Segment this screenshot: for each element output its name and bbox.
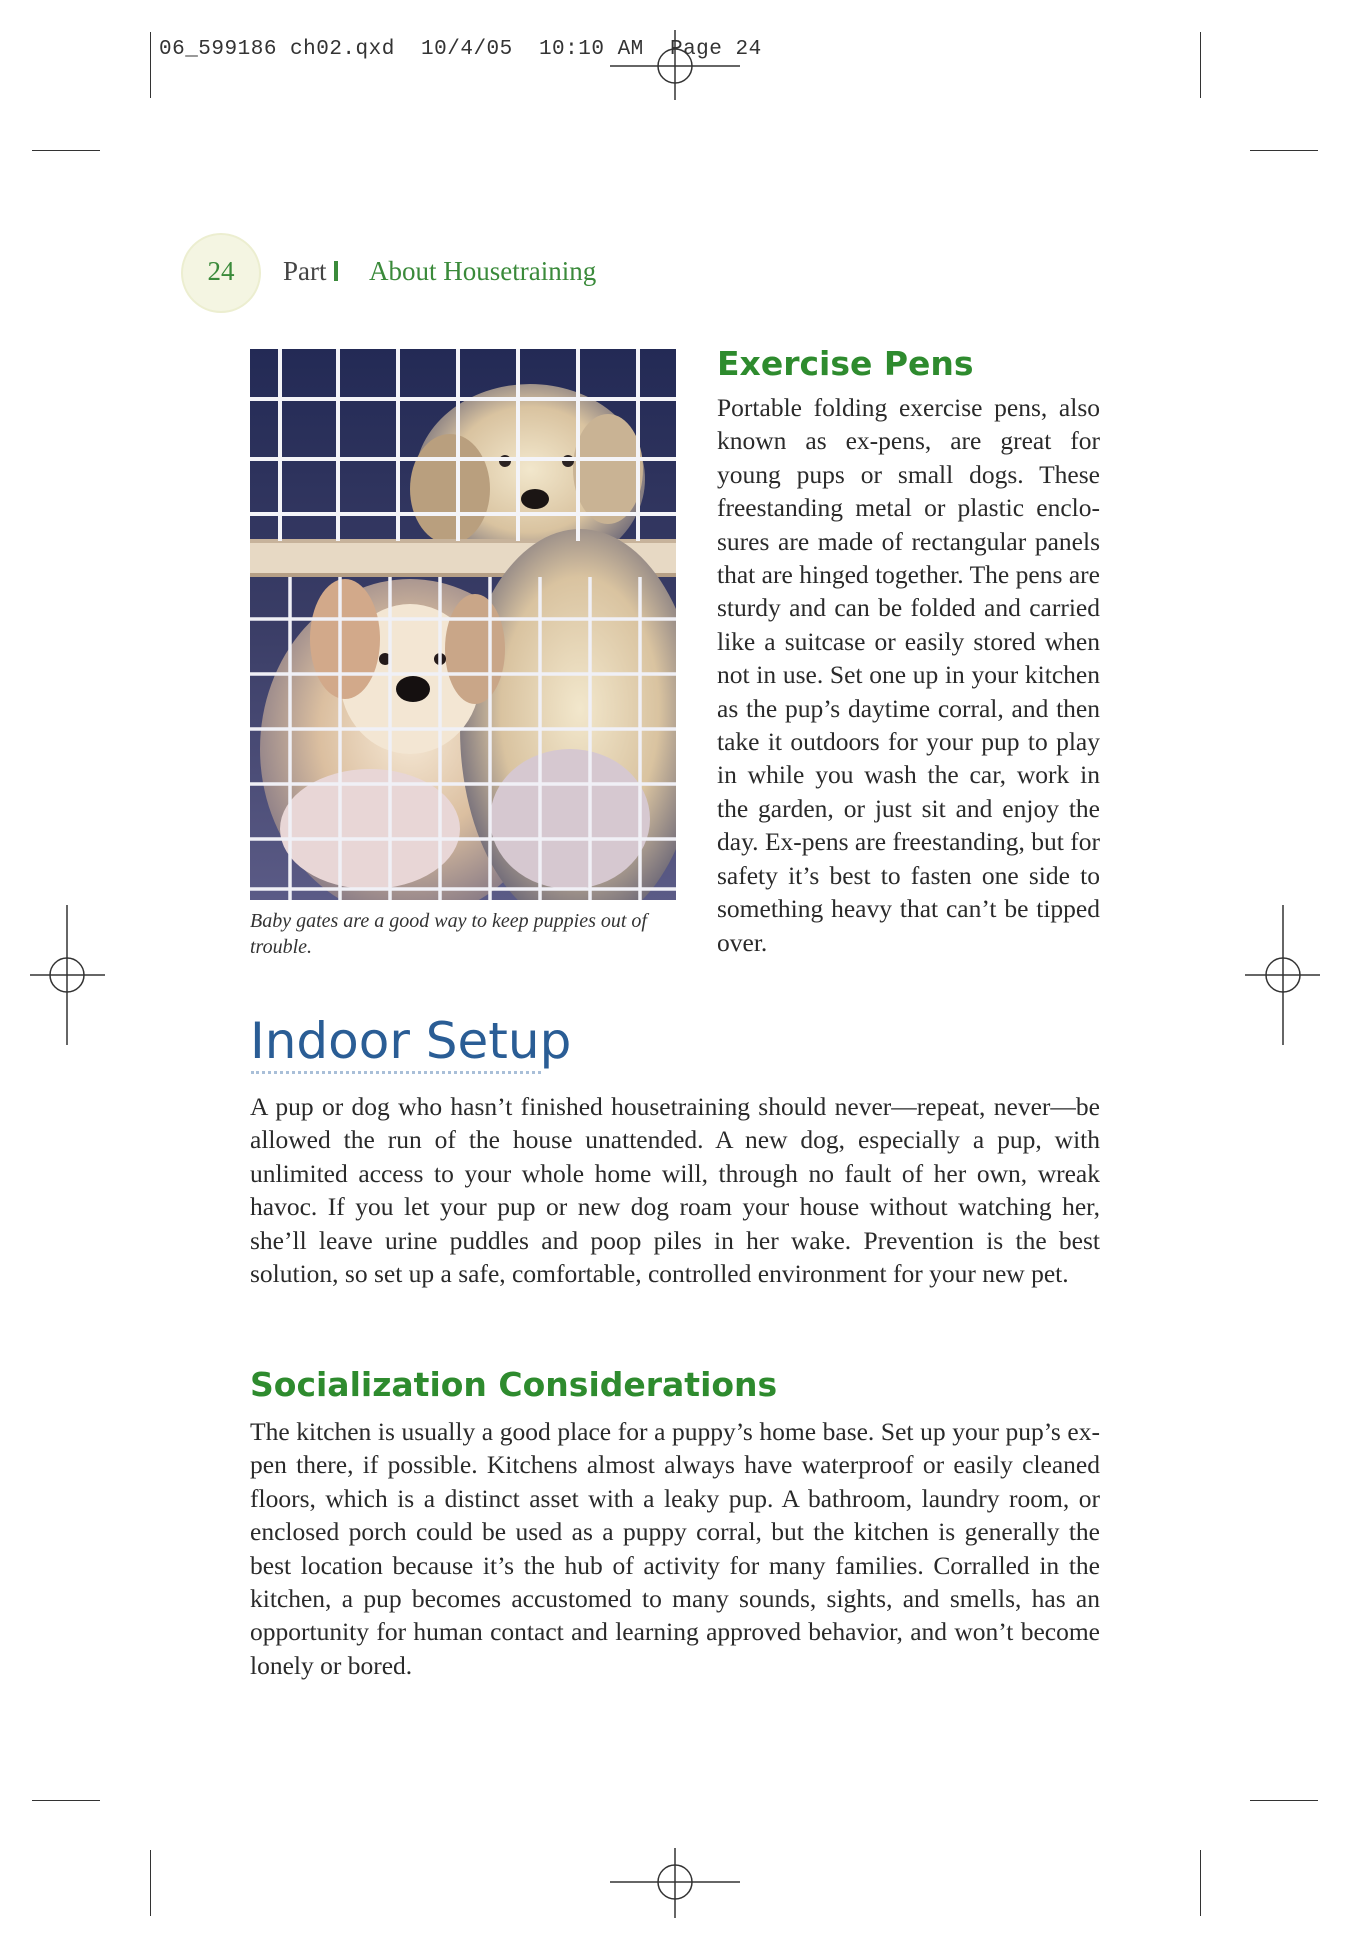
crop-mark [1250, 150, 1318, 151]
page-number: 24 [207, 256, 235, 286]
figure-caption: Baby gates are a good way to keep puppies out of trouble. [250, 910, 647, 958]
puppies-photo [250, 349, 676, 900]
socialization-body: The kitchen is usually a good place for a puppy’s home base. Set up your pup’s ex-pen there, if possible. Kitchens almost always have waterproof or easily cleaned floors, which is a distinct asset with a leaky pup. A bathroom, laundry room, or enclosed porch could be used as a puppy corral, but the kitchen is generally the best location because it’s the hub of activity for many families. Corralled in the kitchen, a pup becomes accustomed to many sounds, sights, and smells, has an opportunity for human contact and learning approved behavior, and won’t become lonely or bored. [250, 1417, 1100, 1680]
registration-mark-bottom [605, 1848, 745, 1918]
crop-mark [32, 1800, 100, 1801]
indoor-setup-heading: Indoor Setup [250, 1012, 572, 1070]
printer-slug: 06_599186 ch02.qxd 10/4/05 10:10 AM Page 24 [159, 38, 762, 61]
crop-mark [1200, 1850, 1201, 1916]
registration-mark-right [1245, 905, 1320, 1045]
crop-mark [32, 150, 100, 151]
part-label: Part [283, 256, 327, 286]
exercise-pens-heading: Exercise Pens [717, 344, 974, 383]
indoor-setup-body: A pup or dog who hasn’t finished housetraining should never—repeat, never—be allowed the run of the house unattended. A new dog, especially a pup, with unlimited access to your whole home will, through no fault of her own, wreak havoc. If you let your pup or new dog roam your house without watching her, she’ll leave urine puddles and poop piles in her wake. Prevention is the best solution, so set up a safe, comfortable, controlled environment for your new pet. [250, 1092, 1100, 1289]
exercise-pens-body: Portable folding exercise pens, also known as ex-pens, are great for young pups or small dogs. These freestanding metal or plastic enclosures are made of rectangular panels that are hinged together. The pens are sturdy and can be folded and carried like a suitcase or easily stored when not in use. Set one up in your kitchen as the pup’s daytime corral, and then take it outdoors for your pup to play in while you wash the car, work in the garden, or just sit and enjoy the day. Ex-pens are freestanding, but for safety it’s best to fasten one side to something heavy that can’t be tipped over. [717, 393, 1100, 957]
registration-mark-left [30, 905, 105, 1045]
chapter-title: About Housetraining [369, 256, 597, 286]
crop-mark [150, 32, 151, 98]
registration-mark-top [605, 30, 745, 100]
heading-dotted-rule [251, 1071, 541, 1074]
socialization-heading: Socialization Considerations [250, 1365, 778, 1404]
crop-mark [150, 1850, 151, 1916]
part-roman-numeral-bar [334, 261, 338, 281]
crop-mark [1250, 1800, 1318, 1801]
crop-mark [1200, 32, 1201, 98]
